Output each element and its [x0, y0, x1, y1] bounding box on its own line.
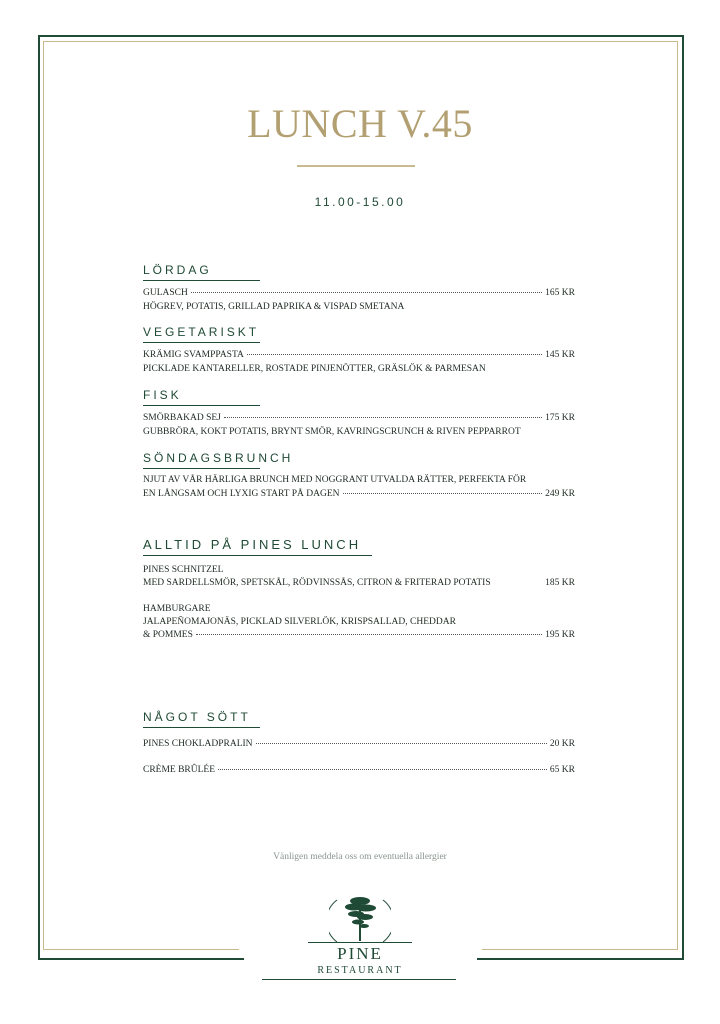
burger-description: JALAPEÑOMAJONÄS, PICKLAD SILVERLÖK, KRISPSALLAD, CHEDDAR [143, 617, 456, 627]
section-title: FISK [143, 388, 260, 406]
item-price: 249 KR [545, 489, 575, 499]
section-title: VEGETARISKT [143, 325, 260, 343]
item-description: GUBBRÖRA, KOKT POTATIS, BRYNT SMÖR, KAVRINGSCRUNCH & RIVEN PEPPARROT [143, 427, 521, 437]
schnitzel-description: MED SARDELLSMÖR, SPETSKÅL, RÖDVINSSÅS, CITRON & FRITERAD POTATIS [143, 578, 491, 588]
item-price: 175 KR [545, 413, 575, 423]
leader-dots [196, 634, 542, 635]
logo-subtitle: RESTAURANT [317, 965, 403, 976]
section-fisk [143, 386, 260, 406]
item-name: PINES CHOKLADPRALIN [143, 739, 253, 749]
section-title: SÖNDAGSBRUNCH [143, 451, 260, 469]
item-name: CRÈME BRÛLÉE [143, 765, 216, 775]
leader-dots [247, 354, 542, 355]
leader-dots [218, 769, 547, 770]
item-price: 20 KR [549, 739, 575, 749]
item-name: GULASCH [143, 288, 188, 298]
menu-item-brunch [143, 488, 575, 500]
leader-dots [343, 493, 543, 494]
menu-item-sej [143, 412, 575, 424]
item-description: PICKLADE KANTARELLER, ROSTADE PINJENÖTTER, GRÄSLÖK & PARMESAN [143, 364, 486, 374]
menu-item-svamppasta [143, 349, 575, 361]
serving-hours: 11.00-15.00 [314, 195, 406, 209]
section-sott [143, 708, 260, 728]
brunch-description: NJUT AV VÅR HÄRLIGA BRUNCH MED NOGGRANT UTVALDA RÄTTER, PERFEKTA FÖR [143, 475, 527, 485]
item-name: KRÄMIG SVAMPPASTA [143, 350, 244, 360]
item-price: 145 KR [545, 350, 575, 360]
item-price: 185 KR [545, 578, 575, 588]
item-price: 165 KR [545, 288, 575, 298]
section-vegetariskt [143, 323, 260, 343]
leader-dots [191, 292, 542, 293]
item-description: HÖGREV, POTATIS, GRILLAD PAPRIKA & VISPAD SMETANA [143, 302, 405, 312]
logo-divider-bottom [262, 979, 456, 980]
leader-dots [224, 417, 542, 418]
menu-item-hamburgare [143, 629, 575, 641]
pine-tree-icon [340, 895, 380, 941]
section-title: NÅGOT SÖTT [143, 710, 260, 728]
section-lordag [143, 261, 260, 281]
menu-item-schnitzel [143, 577, 575, 589]
menu-item-chokladpralin [143, 738, 575, 750]
section-sondagsbrunch [143, 449, 294, 469]
item-price: 65 KR [549, 765, 575, 775]
section-alltid [143, 536, 372, 556]
schnitzel-name: PINES SCHNITZEL [143, 565, 224, 575]
item-name: SMÖRBAKAD SEJ [143, 413, 221, 423]
menu-item-gulasch [143, 287, 575, 299]
brunch-description-end: EN LÅNGSAM OCH LYXIG START PÅ DAGEN [143, 489, 340, 499]
logo-name: PINE [337, 944, 383, 963]
allergy-note: Vänligen meddela oss om eventuella allergier [273, 852, 447, 862]
burger-name: HAMBURGARE [143, 604, 211, 614]
section-title: LÖRDAG [143, 263, 260, 281]
item-price: 195 KR [545, 630, 575, 640]
menu-item-creme-brulee [143, 764, 575, 776]
section-title: ALLTID PÅ PINES LUNCH [143, 537, 372, 556]
title-divider [297, 165, 415, 167]
page-title: LUNCH V.45 [247, 101, 473, 146]
logo-divider-top [308, 942, 412, 943]
burger-description-end: & POMMES [143, 630, 193, 640]
leader-dots [256, 743, 547, 744]
